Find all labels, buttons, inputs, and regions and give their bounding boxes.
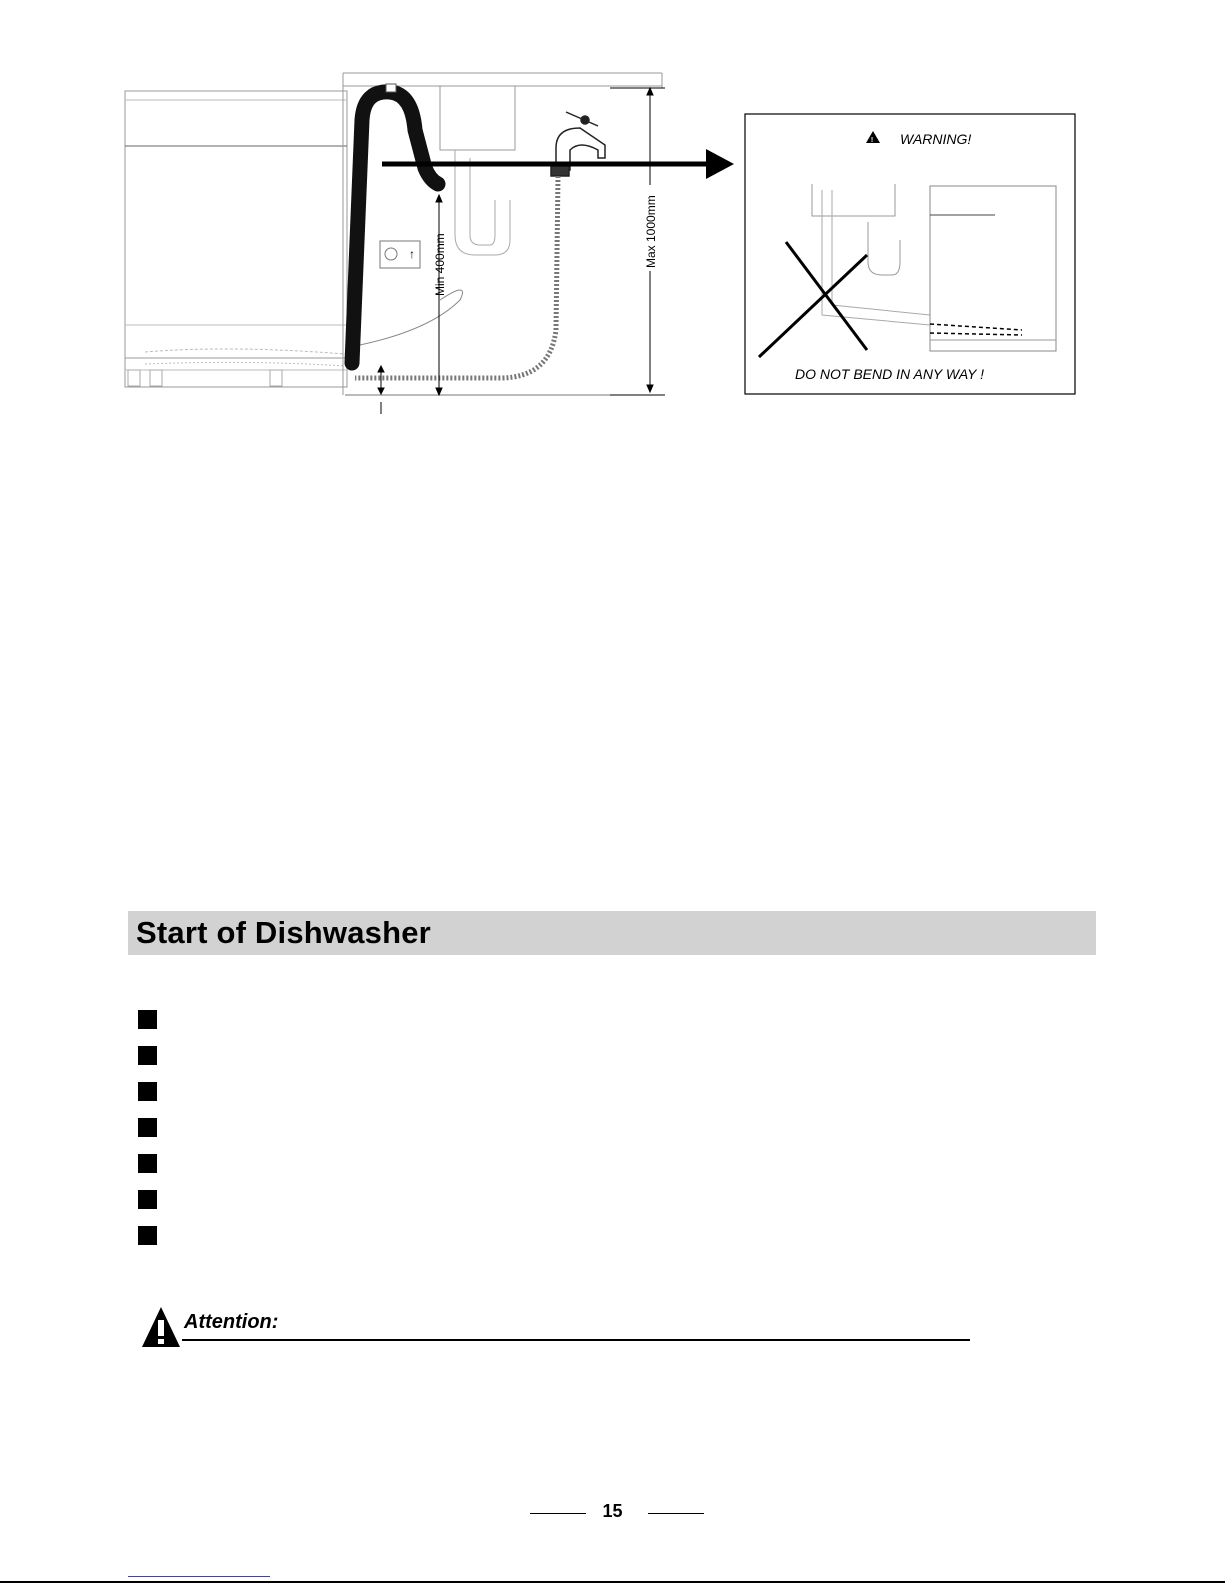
bullet-marker xyxy=(138,1118,157,1137)
bullet-marker xyxy=(138,1154,157,1173)
bullet-marker xyxy=(138,1046,157,1065)
dishwasher-illustration xyxy=(125,91,347,387)
min-height-label: Min 400mm xyxy=(433,233,447,296)
section-title: Start of Dishwasher xyxy=(136,915,431,950)
footer-link-underline xyxy=(128,1576,270,1577)
section-header-bar xyxy=(128,911,1096,955)
page-number-rule-right xyxy=(648,1513,704,1514)
attention-label: Attention: xyxy=(184,1311,279,1333)
attention-block xyxy=(140,1305,970,1355)
pointer-arrow-head xyxy=(706,149,734,179)
installation-diagram xyxy=(0,0,1225,420)
inlet-hose xyxy=(355,176,558,378)
page-bottom-border xyxy=(0,1581,1225,1583)
floor-gap-dimension xyxy=(378,366,384,414)
page-number: 15 xyxy=(602,1501,623,1521)
socket-symbol: ↑ xyxy=(409,247,415,261)
max-height-label: Max 1000mm xyxy=(644,195,658,268)
attention-warning-icon xyxy=(140,1305,182,1349)
bullet-marker xyxy=(138,1010,157,1029)
drain-hose xyxy=(352,92,438,363)
cabinet-outline xyxy=(343,73,662,395)
warning-box xyxy=(745,114,1075,394)
bullet-marker xyxy=(138,1226,157,1245)
svg-text:!: ! xyxy=(870,137,874,144)
warning-title: WARNING! xyxy=(900,131,972,147)
warning-caption: DO NOT BEND IN ANY WAY ! xyxy=(795,366,985,382)
attention-rule xyxy=(182,1339,970,1341)
bullet-marker xyxy=(138,1082,157,1101)
bullet-marker xyxy=(138,1190,157,1209)
